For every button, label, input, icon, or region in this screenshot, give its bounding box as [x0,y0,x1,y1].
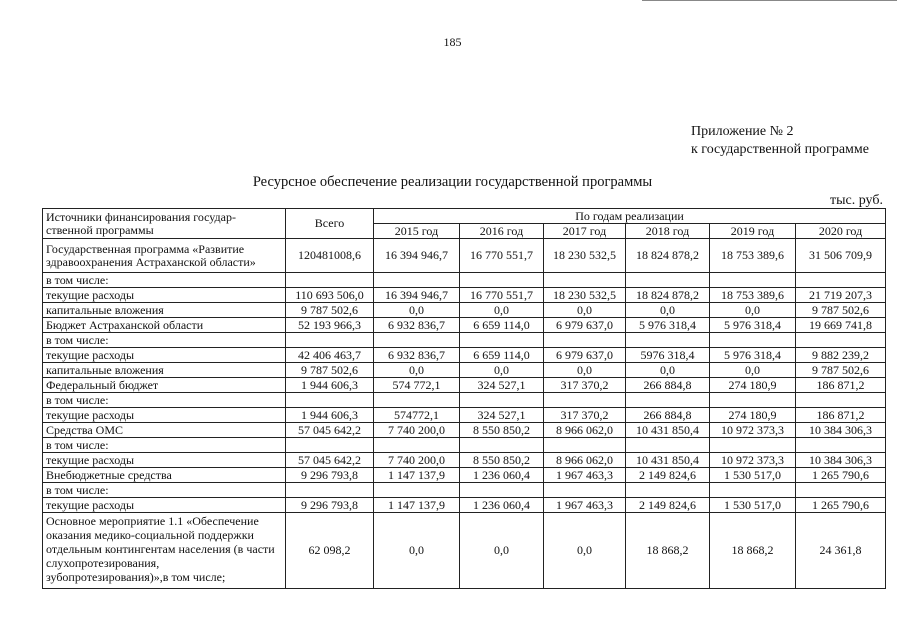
row-year-value [796,333,886,348]
row-year-value [710,438,796,453]
row-year-value [626,483,710,498]
row-year-value: 0,0 [626,303,710,318]
row-total: 9 296 793,8 [286,468,374,483]
table-row [43,318,886,333]
table-row [43,393,886,408]
row-year-value: 1 147 137,9 [374,498,460,513]
row-year-value: 8 966 062,0 [544,423,626,438]
row-year-value: 1 265 790,6 [796,468,886,483]
table-row [43,513,886,589]
row-year-value: 1 236 060,4 [460,498,544,513]
row-year-value [374,273,460,288]
row-year-value: 0,0 [544,363,626,378]
header-source: Источники финансирования государ-ственной программы [43,209,286,239]
row-year-value: 6 932 836,7 [374,318,460,333]
row-year-value [710,483,796,498]
row-year-value: 8 966 062,0 [544,453,626,468]
row-year-value: 1 967 463,3 [544,498,626,513]
appendix-line-2: к государственной программе [691,142,869,157]
row-label: текущие расходы [43,498,286,513]
table-row [43,288,886,303]
row-year-value: 266 884,8 [626,408,710,423]
row-year-value: 21 719 207,3 [796,288,886,303]
row-total: 1 944 606,3 [286,408,374,423]
row-year-value: 16 770 551,7 [460,288,544,303]
row-year-value: 324 527,1 [460,408,544,423]
row-total: 62 098,2 [286,513,374,589]
row-year-value: 2 149 824,6 [626,468,710,483]
row-year-value: 18 824 878,2 [626,288,710,303]
row-year-value: 18 753 389,6 [710,239,796,273]
row-year-value: 5 976 318,4 [710,348,796,363]
row-year-value [626,438,710,453]
row-year-value: 317 370,2 [544,408,626,423]
row-year-value [460,438,544,453]
table-row [43,363,886,378]
row-year-value: 16 394 946,7 [374,288,460,303]
row-year-value: 0,0 [460,303,544,318]
row-year-value: 9 787 502,6 [796,363,886,378]
row-year-value [626,333,710,348]
row-year-value [544,333,626,348]
row-year-value: 19 669 741,8 [796,318,886,333]
table-row [43,453,886,468]
table-row [43,333,886,348]
header-total: Всего [286,209,374,239]
row-year-value: 7 740 200,0 [374,423,460,438]
row-year-value: 6 979 637,0 [544,318,626,333]
row-total: 42 406 463,7 [286,348,374,363]
row-label: капитальные вложения [43,303,286,318]
header-year: 2016 год [460,224,544,239]
header-by-years: По годам реализации [374,209,886,224]
row-year-value: 1 265 790,6 [796,498,886,513]
header-row-1 [43,209,886,224]
row-total [286,333,374,348]
row-year-value: 8 550 850,2 [460,453,544,468]
row-year-value [460,483,544,498]
row-total [286,273,374,288]
row-total [286,438,374,453]
table-row [43,468,886,483]
row-total: 52 193 966,3 [286,318,374,333]
units-label: тыс. руб. [830,193,883,208]
row-year-value: 10 384 306,3 [796,423,886,438]
row-label: в том числе: [43,438,286,453]
row-year-value [796,483,886,498]
row-year-value: 2 149 824,6 [626,498,710,513]
row-year-value: 0,0 [374,513,460,589]
row-year-value: 18 753 389,6 [710,288,796,303]
row-year-value [374,483,460,498]
table-row [43,348,886,363]
row-year-value: 18 230 532,5 [544,239,626,273]
row-year-value: 10 384 306,3 [796,453,886,468]
table-row [43,498,886,513]
row-label: капитальные вложения [43,363,286,378]
header-year: 2019 год [710,224,796,239]
row-total: 9 787 502,6 [286,363,374,378]
row-label: Внебюджетные средства [43,468,286,483]
row-label: в том числе: [43,483,286,498]
row-year-value: 0,0 [374,303,460,318]
row-year-value [626,393,710,408]
row-year-value: 0,0 [710,363,796,378]
row-year-value: 18 230 532,5 [544,288,626,303]
row-label: Средства ОМС [43,423,286,438]
row-label: текущие расходы [43,408,286,423]
row-year-value: 6 979 637,0 [544,348,626,363]
row-year-value [374,333,460,348]
row-total: 110 693 506,0 [286,288,374,303]
row-label: Государственная программа «Развитие здравоохранения Астраханской области» [43,239,286,273]
header-year: 2015 год [374,224,460,239]
row-label: в том числе: [43,393,286,408]
row-year-value: 6 659 114,0 [460,348,544,363]
row-year-value: 5976 318,4 [626,348,710,363]
row-year-value: 31 506 709,9 [796,239,886,273]
row-year-value [796,273,886,288]
row-year-value [544,393,626,408]
row-year-value [544,273,626,288]
row-total [286,393,374,408]
row-total: 9 296 793,8 [286,498,374,513]
top-rule [642,0,897,1]
row-year-value: 18 868,2 [710,513,796,589]
table-row [43,423,886,438]
row-year-value: 574 772,1 [374,378,460,393]
appendix-note [691,123,869,159]
row-year-value: 0,0 [544,303,626,318]
row-year-value: 10 431 850,4 [626,453,710,468]
row-label: Основное мероприятие 1.1 «Обеспечение оказания медико-социальной поддержки отдельным контингентам населения (в части слухопротезирования, зубопротезирования)»,в том числе; [43,513,286,589]
row-total: 57 045 642,2 [286,453,374,468]
row-label: текущие расходы [43,453,286,468]
row-year-value: 1 967 463,3 [544,468,626,483]
row-year-value [460,273,544,288]
page-number: 185 [443,35,462,49]
row-label: Федеральный бюджет [43,378,286,393]
resource-table [42,208,886,589]
row-label: Бюджет Астраханской области [43,318,286,333]
header-year: 2017 год [544,224,626,239]
row-year-value: 266 884,8 [626,378,710,393]
table-row [43,408,886,423]
row-year-value: 8 550 850,2 [460,423,544,438]
row-year-value: 18 824 878,2 [626,239,710,273]
row-year-value: 7 740 200,0 [374,453,460,468]
row-year-value: 0,0 [626,363,710,378]
row-year-value: 1 530 517,0 [710,468,796,483]
row-year-value [626,273,710,288]
row-label: в том числе: [43,333,286,348]
table-row [43,273,886,288]
row-year-value: 9 882 239,2 [796,348,886,363]
row-total [286,483,374,498]
row-year-value: 10 972 373,3 [710,453,796,468]
row-year-value: 317 370,2 [544,378,626,393]
row-year-value [374,438,460,453]
row-year-value: 1 236 060,4 [460,468,544,483]
row-year-value [544,483,626,498]
row-year-value: 24 361,8 [796,513,886,589]
row-year-value [374,393,460,408]
row-year-value [460,393,544,408]
row-year-value [796,438,886,453]
row-year-value: 16 394 946,7 [374,239,460,273]
header-year: 2020 год [796,224,886,239]
row-label: текущие расходы [43,288,286,303]
row-year-value: 10 431 850,4 [626,423,710,438]
row-year-value [710,393,796,408]
table-row [43,483,886,498]
row-year-value [460,333,544,348]
row-year-value: 16 770 551,7 [460,239,544,273]
row-year-value: 10 972 373,3 [710,423,796,438]
row-year-value: 186 871,2 [796,408,886,423]
table-row [43,303,886,318]
row-year-value: 0,0 [374,363,460,378]
row-year-value: 574772,1 [374,408,460,423]
row-year-value: 1 147 137,9 [374,468,460,483]
row-year-value: 274 180,9 [710,378,796,393]
row-year-value: 6 659 114,0 [460,318,544,333]
row-label: в том числе: [43,273,286,288]
row-year-value: 0,0 [710,303,796,318]
table-row [43,239,886,273]
document-title: Ресурсное обеспечение реализации государственной программы [252,174,653,190]
row-year-value [710,333,796,348]
row-year-value: 0,0 [460,363,544,378]
row-year-value: 0,0 [460,513,544,589]
row-total: 120481008,6 [286,239,374,273]
table-body [43,239,886,589]
row-year-value: 186 871,2 [796,378,886,393]
row-year-value [544,438,626,453]
row-total: 9 787 502,6 [286,303,374,318]
row-year-value: 0,0 [544,513,626,589]
row-year-value: 6 932 836,7 [374,348,460,363]
row-year-value [710,273,796,288]
row-year-value: 274 180,9 [710,408,796,423]
table-row [43,378,886,393]
row-total: 1 944 606,3 [286,378,374,393]
row-year-value: 324 527,1 [460,378,544,393]
row-year-value: 5 976 318,4 [710,318,796,333]
row-total: 57 045 642,2 [286,423,374,438]
row-year-value: 18 868,2 [626,513,710,589]
row-year-value: 5 976 318,4 [626,318,710,333]
row-label: текущие расходы [43,348,286,363]
row-year-value: 1 530 517,0 [710,498,796,513]
row-year-value: 9 787 502,6 [796,303,886,318]
row-year-value [796,393,886,408]
table-row [43,438,886,453]
header-year: 2018 год [626,224,710,239]
appendix-line-1: Приложение № 2 [691,124,794,139]
